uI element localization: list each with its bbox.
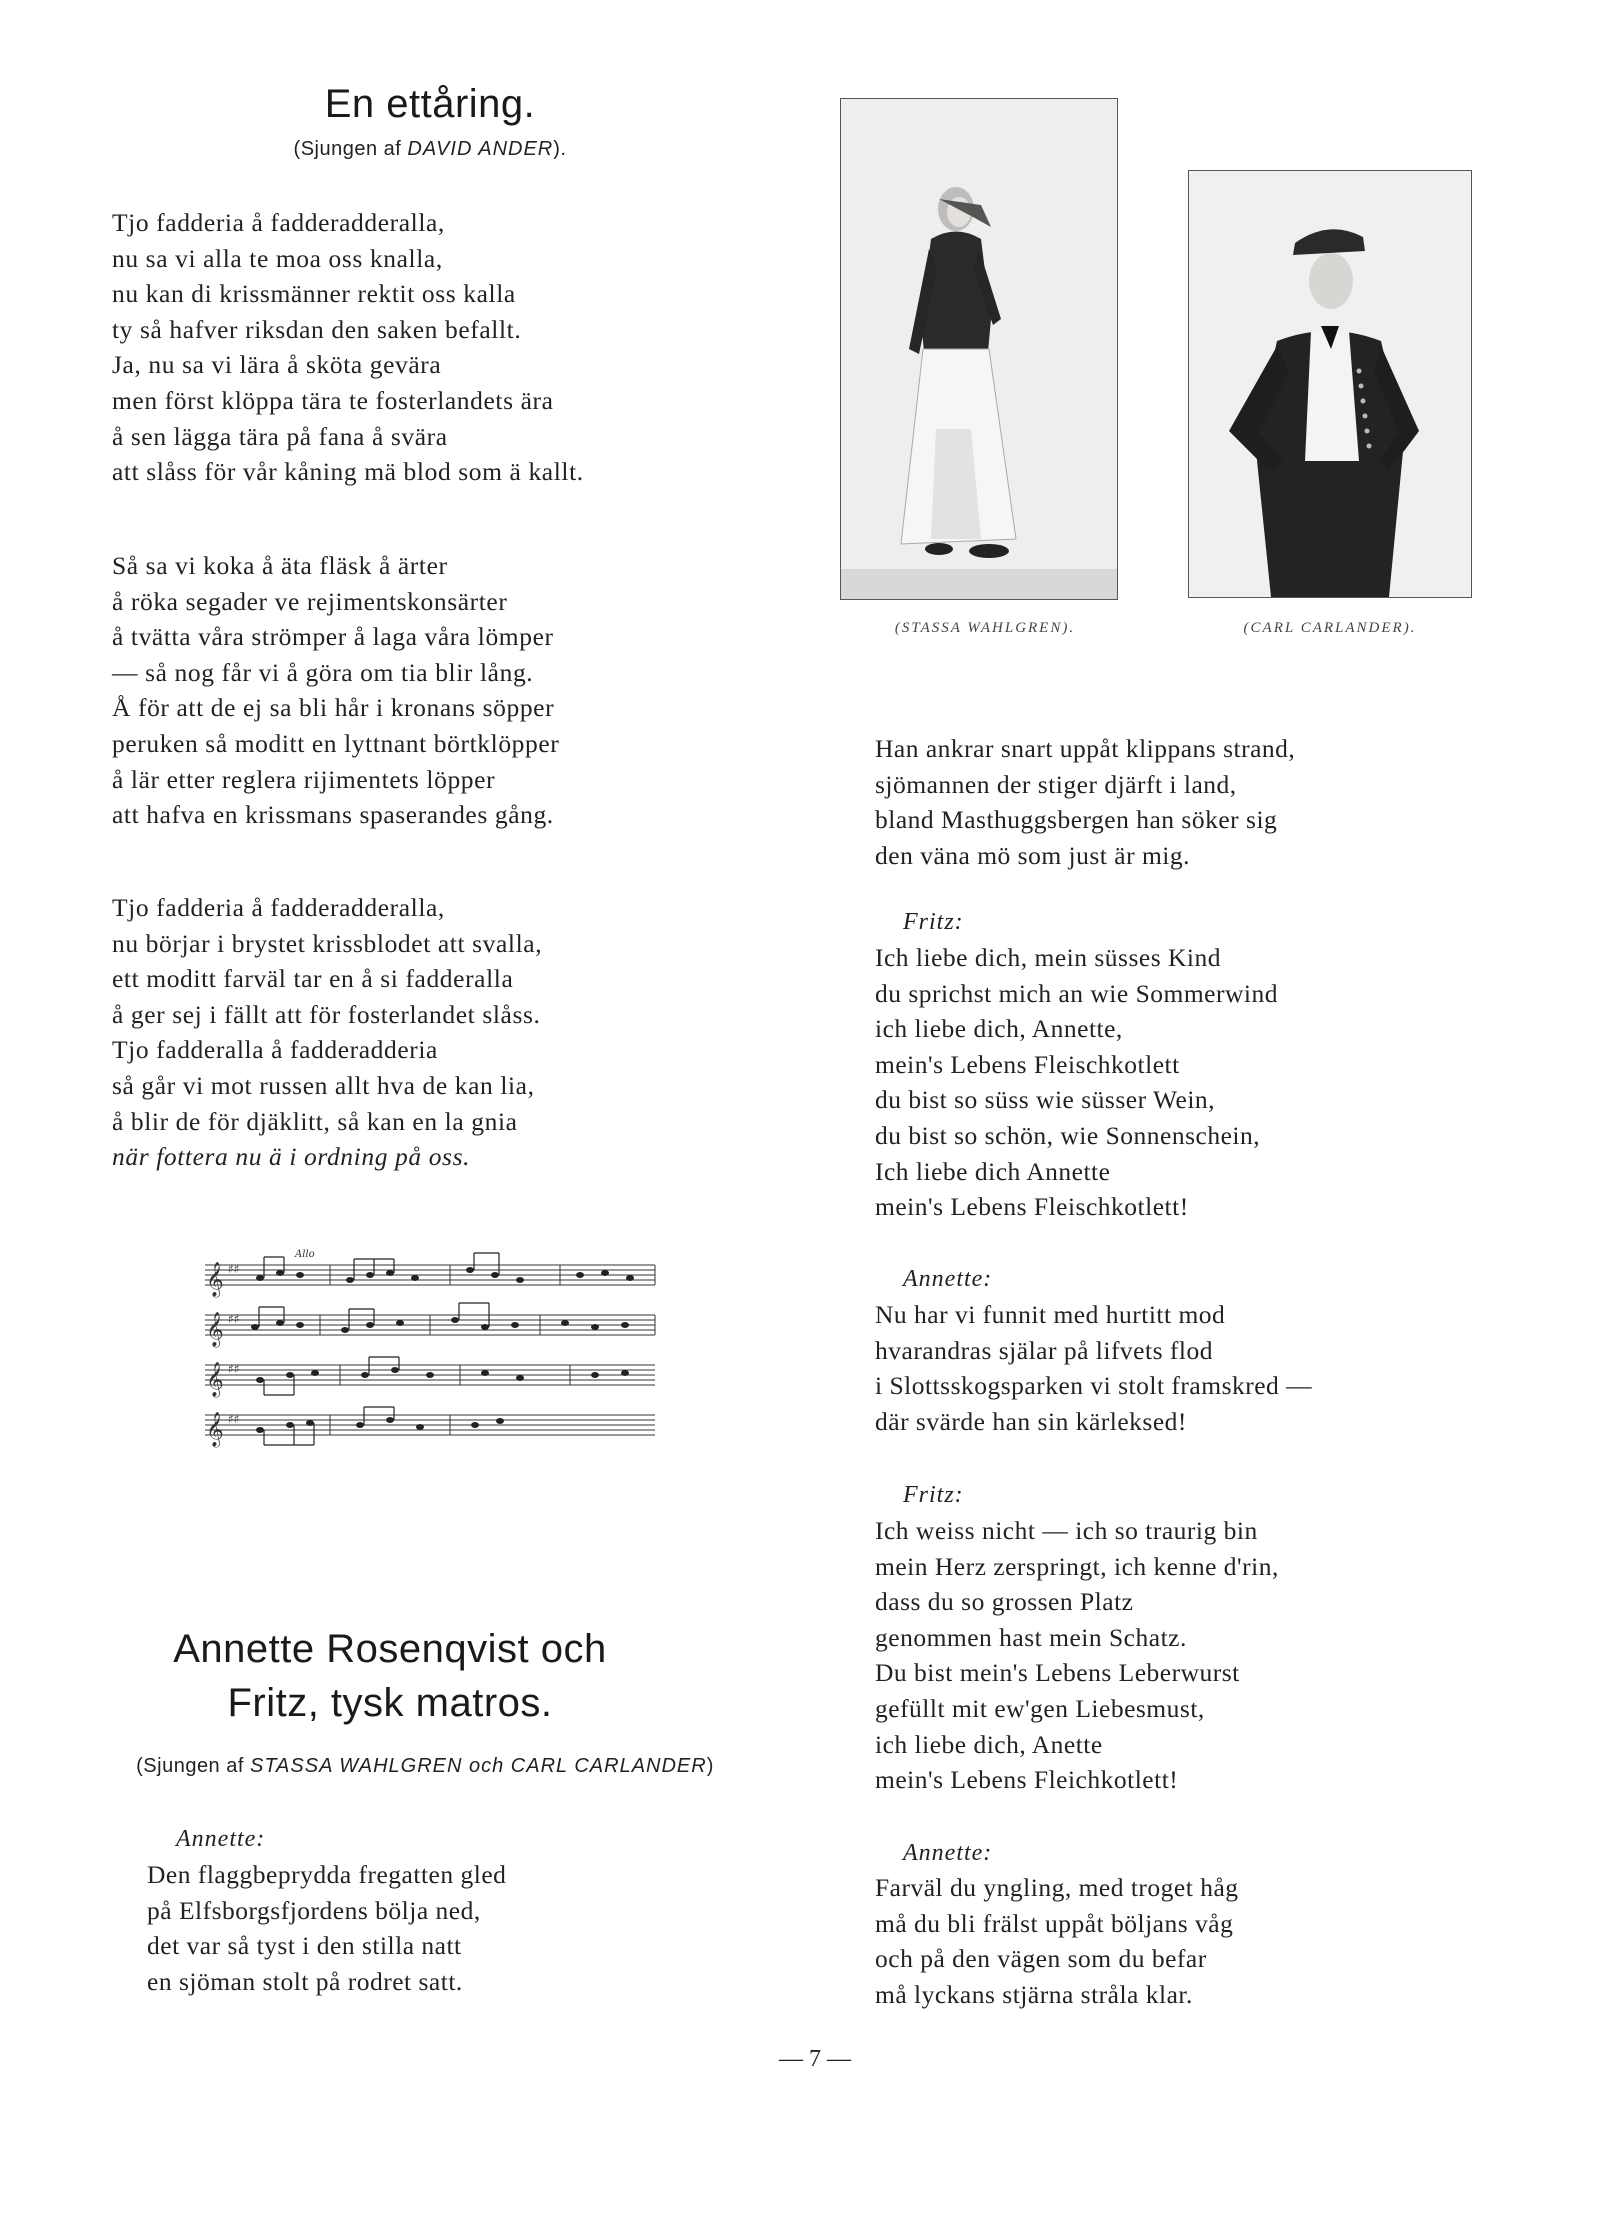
verse-line: Tjo fadderalla å fadderadderia	[112, 1035, 438, 1065]
score-tempo: Allo	[295, 1249, 315, 1260]
verse-line: Ja, nu sa vi lära å sköta gevära	[112, 350, 442, 380]
verse-line: i Slottsskogsparken vi stolt framskred —	[875, 1371, 1313, 1401]
sheet-music-graphic	[200, 1245, 660, 1455]
svg-text:𝄞: 𝄞	[206, 1362, 224, 1397]
verse-line: hvarandras själar på lifvets flod	[875, 1335, 1213, 1365]
svg-text:𝄞: 𝄞	[206, 1412, 224, 1447]
fritz-verse-1	[875, 940, 1278, 1225]
verse-line: ty så hafver riksdan den saken befallt.	[112, 314, 522, 344]
annette-verse-2	[875, 1297, 1312, 1439]
verse-line: Så sa vi koka å äta fläsk å ärter	[112, 551, 448, 580]
verse-line: — så nog får vi å göra om tia blir lång.	[112, 657, 534, 687]
speaker-fritz: Fritz:	[903, 1482, 964, 1508]
annette-verse-1	[147, 1857, 506, 1999]
verse-line: nu kan di krissmänner rektit oss kalla	[112, 279, 516, 309]
verse-line: mein Herz zerspringt, ich kenne d'rin,	[875, 1551, 1279, 1581]
song2-credit-och: och	[462, 1755, 511, 1777]
verse-line: Tjo fadderia å fadderadderalla,	[112, 208, 445, 237]
verse-line: du bist so schön, wie Sonnenschein,	[875, 1120, 1261, 1150]
verse-line: å lär etter reglera rijimentets löpper	[112, 764, 496, 794]
verse-line: nu sa vi alla te moa oss knalla,	[112, 243, 443, 273]
svg-text:♯♯: ♯♯	[228, 1312, 240, 1326]
fritz-verse-2	[875, 1513, 1279, 1798]
verse-line: du sprichst mich an wie Sommerwind	[875, 978, 1278, 1008]
verse-line: mein's Lebens Fleischkotlett!	[875, 1192, 1189, 1222]
verse-line: mein's Lebens Fleischkotlett	[875, 1049, 1180, 1079]
verse-line: att hafva en krissmans spaserandes gång.	[112, 800, 554, 830]
verse-line: gefüllt mit ew'gen Liebesmust,	[875, 1693, 1205, 1723]
verse-line: mein's Lebens Fleichkotlett!	[875, 1765, 1179, 1795]
song2-title-line-1: Annette Rosenqvist och	[173, 1627, 607, 1671]
sailor-figure-image	[1189, 171, 1471, 597]
song1-stanza-2	[112, 548, 559, 833]
verse-line: Tjo fadderia å fadderadderalla,	[112, 893, 445, 922]
svg-text:𝄞: 𝄞	[206, 1312, 224, 1347]
verse-line: å ger sej i fällt att för fosterlandet slåss.	[112, 999, 541, 1029]
page-number: — 7 —	[779, 2046, 851, 2072]
song1-stanza-3	[112, 890, 542, 1175]
verse-line: och på den vägen som du befar	[875, 1944, 1207, 1974]
verse-line: du bist so süss wie süsser Wein,	[875, 1085, 1216, 1115]
song1-title: En ettåring.	[324, 82, 536, 126]
verse-line: men först klöppa tära te fosterlandets ära	[112, 385, 554, 415]
verse-line: det var så tyst i den stilla natt	[147, 1931, 462, 1961]
sheet-music	[200, 1245, 660, 1455]
speaker-annette: Annette:	[903, 1840, 993, 1866]
verse-right	[875, 731, 1295, 873]
svg-text:♯♯: ♯♯	[228, 1362, 240, 1376]
song2-title	[120, 1622, 660, 1730]
verse-line: må lyckans stjärna stråla klar.	[875, 1979, 1193, 2009]
song1-credit-suffix: ).	[553, 138, 567, 160]
speaker-fritz: Fritz:	[903, 909, 964, 935]
verse-line: nu börjar i brystet krissblodet att svalla,	[112, 928, 543, 958]
verse-line: å blir de för djäklitt, så kan en la gnia	[112, 1106, 518, 1136]
verse-line: ich liebe dich, Anette	[875, 1729, 1103, 1759]
speaker-annette: Annette:	[903, 1266, 993, 1292]
verse-line: en sjöman stolt på rodret satt.	[147, 1966, 463, 1996]
verse-line: bland Masthuggsbergen han söker sig	[875, 805, 1278, 835]
verse-line: Du bist mein's Lebens Leberwurst	[875, 1658, 1240, 1688]
caption-left: (STASSA WAHLGREN).	[894, 620, 1076, 636]
song1-credit	[180, 138, 680, 161]
caption-right: (CARL CARLANDER).	[1243, 620, 1417, 636]
photo-stassa-wahlgren	[840, 98, 1118, 600]
song2-credit-suffix: )	[706, 1755, 714, 1777]
svg-text:♯♯: ♯♯	[228, 1412, 240, 1426]
woman-figure-image	[841, 99, 1117, 599]
song2-credit-name: STASSA WAHLGREN	[249, 1755, 463, 1777]
speaker-annette: Annette:	[176, 1826, 266, 1852]
verse-line: där svärde han sin kärleksed!	[875, 1406, 1187, 1436]
verse-line: när fottera nu ä i ordning på oss.	[112, 1142, 471, 1172]
verse-line: den väna mö som just är mig.	[875, 840, 1190, 870]
song1-credit-name: DAVID ANDER	[407, 138, 554, 160]
verse-line: må du bli frälst uppåt böljans våg	[875, 1908, 1234, 1938]
verse-line: å sen lägga tära på fana å svära	[112, 421, 448, 451]
verse-line: sjömannen der stiger djärft i land,	[875, 769, 1237, 799]
song2-credit	[60, 1755, 790, 1778]
verse-line: Ich weiss nicht — ich so traurig bin	[875, 1516, 1258, 1545]
verse-line: dass du so grossen Platz	[875, 1587, 1134, 1617]
annette-verse-3	[875, 1870, 1239, 2012]
photo-carl-carlander	[1188, 170, 1472, 598]
svg-text:𝄞: 𝄞	[206, 1262, 224, 1297]
song1-stanza-1	[112, 205, 584, 490]
svg-text:♯♯: ♯♯	[228, 1262, 240, 1276]
song2-credit-prefix: (Sjungen af	[136, 1755, 250, 1777]
verse-line: på Elfsborgsfjordens bölja ned,	[147, 1895, 481, 1925]
verse-line: Han ankrar snart uppåt klippans strand,	[875, 734, 1296, 763]
verse-line: Nu har vi funnit med hurtitt mod	[875, 1300, 1226, 1329]
song2-credit-name2: CARL CARLANDER	[510, 1755, 707, 1777]
verse-line: å tvätta våra strömper å laga våra lömper	[112, 622, 554, 652]
verse-line: så går vi mot russen allt hva de kan lia,	[112, 1070, 535, 1100]
song1-credit-prefix: (Sjungen af	[293, 138, 408, 160]
verse-line: ich liebe dich, Annette,	[875, 1014, 1123, 1044]
verse-line: Den flaggbeprydda fregatten gled	[147, 1860, 507, 1889]
verse-line: å röka segader ve rejimentskonsärter	[112, 586, 508, 616]
verse-line: Å för att de ej sa bli hår i kronans söpper	[112, 693, 555, 723]
verse-line: Ich liebe dich Annette	[875, 1156, 1111, 1186]
verse-line: genommen hast mein Schatz.	[875, 1622, 1187, 1652]
verse-line: Ich liebe dich, mein süsses Kind	[875, 943, 1222, 972]
song2-title-line-2: Fritz, tysk matros.	[227, 1681, 553, 1725]
verse-line: ett moditt farväl tar en å si fadderalla	[112, 964, 514, 994]
verse-line: Farväl du yngling, med troget håg	[875, 1873, 1239, 1902]
verse-line: peruken så moditt en lyttnant börtklöpper	[112, 728, 560, 758]
verse-line: att slåss för vår kåning mä blod som ä kallt.	[112, 457, 584, 487]
